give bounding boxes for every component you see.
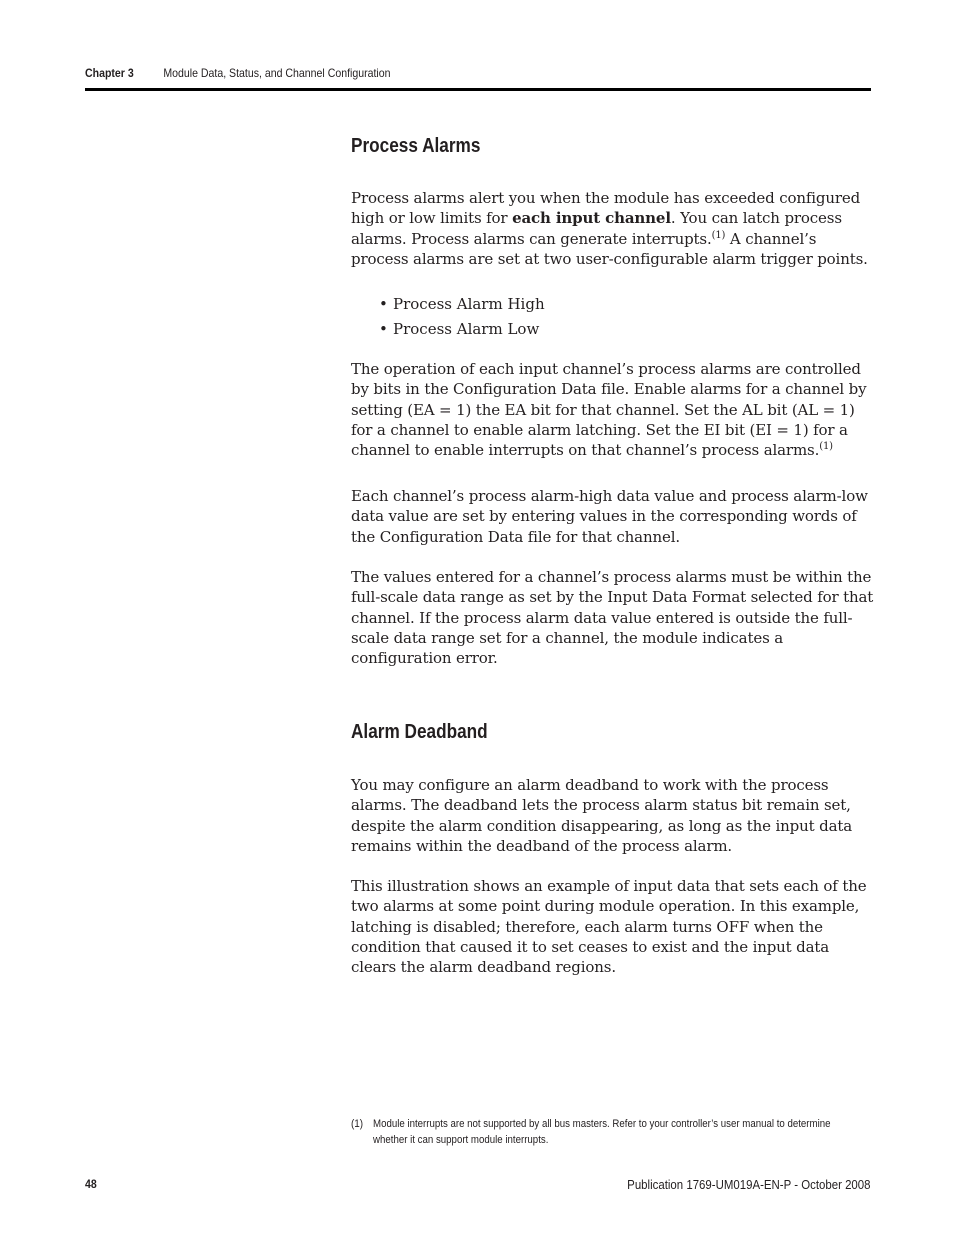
footnote-reference[interactable]: (1): [819, 441, 833, 453]
text-run: The operation of each input channel’s process alarms are controlled by bits in the Configuration Data file. Enable alarms for a channel by setting (EA = 1) the EA bit for that channel. Set the AL bit (AL = 1) for a channel to enable alarm latching. Set the EI bit (EI = 1) for a channel to enable interrupts on that channel’s process alarms.: [351, 360, 867, 460]
bullet-icon: •: [379, 320, 388, 338]
list-item-text: Process Alarm Low: [393, 320, 540, 338]
bold-text: each input channel: [512, 209, 671, 228]
page-number: 48: [85, 1177, 97, 1191]
running-header: [85, 66, 777, 80]
publication-info: Publication 1769-UM019A-EN-P - October 2008: [627, 1177, 871, 1192]
alarm-types-list: [379, 294, 545, 344]
text-run: . You can latch process alarms. Process alarms can generate interrupts.: [351, 209, 842, 248]
bullet-icon: •: [379, 295, 388, 313]
process-alarms-paragraph-4: The values entered for a channel’s process alarms must be within the full-scale data range as set by the Input Data Format selected for that channel. If the process alarm data value entered is outside the full-scale data range set for a channel, the module indicates a configuration error.: [351, 568, 874, 668]
process-alarms-paragraph-2: [351, 359, 876, 460]
alarm-deadband-paragraph-2: This illustration shows an example of input data that sets each of the two alarms at some point during module operation. In this example, latching is disabled; therefore, each alarm turns OFF when the condition that caused it to set ceases to exist and the input data clears the alarm deadband regions.: [351, 877, 867, 977]
chapter-label: Chapter 3: [85, 66, 134, 80]
process-alarms-paragraph-1: [351, 188, 876, 269]
section-heading-process-alarms: Process Alarms: [351, 135, 481, 157]
list-item: [379, 319, 545, 344]
section-heading-alarm-deadband: Alarm Deadband: [351, 721, 488, 743]
text-run: Process alarms alert you when the module has exceeded configured high or low limits for: [351, 189, 861, 228]
text-run: A channel’s process alarms are set at two user-configurable alarm trigger points.: [351, 229, 868, 268]
chapter-title: Module Data, Status, and Channel Configuration: [163, 66, 391, 80]
alarm-deadband-paragraph-1: You may configure an alarm deadband to work with the process alarms. The deadband lets the process alarm status bit remain set, despite the alarm condition disappearing, as long as the input data remains within the deadband of the process alarm.: [351, 776, 853, 855]
list-item: [379, 294, 545, 319]
footnote-reference[interactable]: (1): [711, 229, 726, 241]
list-item-text: Process Alarm High: [393, 295, 545, 313]
header-rule: [85, 88, 871, 91]
footnote-text: Module interrupts are not supported by all bus masters. Refer to your controller’s user manual to determine whether it can support module interrupts.: [373, 1118, 831, 1146]
process-alarms-paragraph-3: Each channel’s process alarm-high data value and process alarm-low data value are set by entering values in the corresponding words of the Configuration Data file for that channel.: [351, 487, 868, 546]
footnote-marker: (1): [351, 1118, 364, 1130]
